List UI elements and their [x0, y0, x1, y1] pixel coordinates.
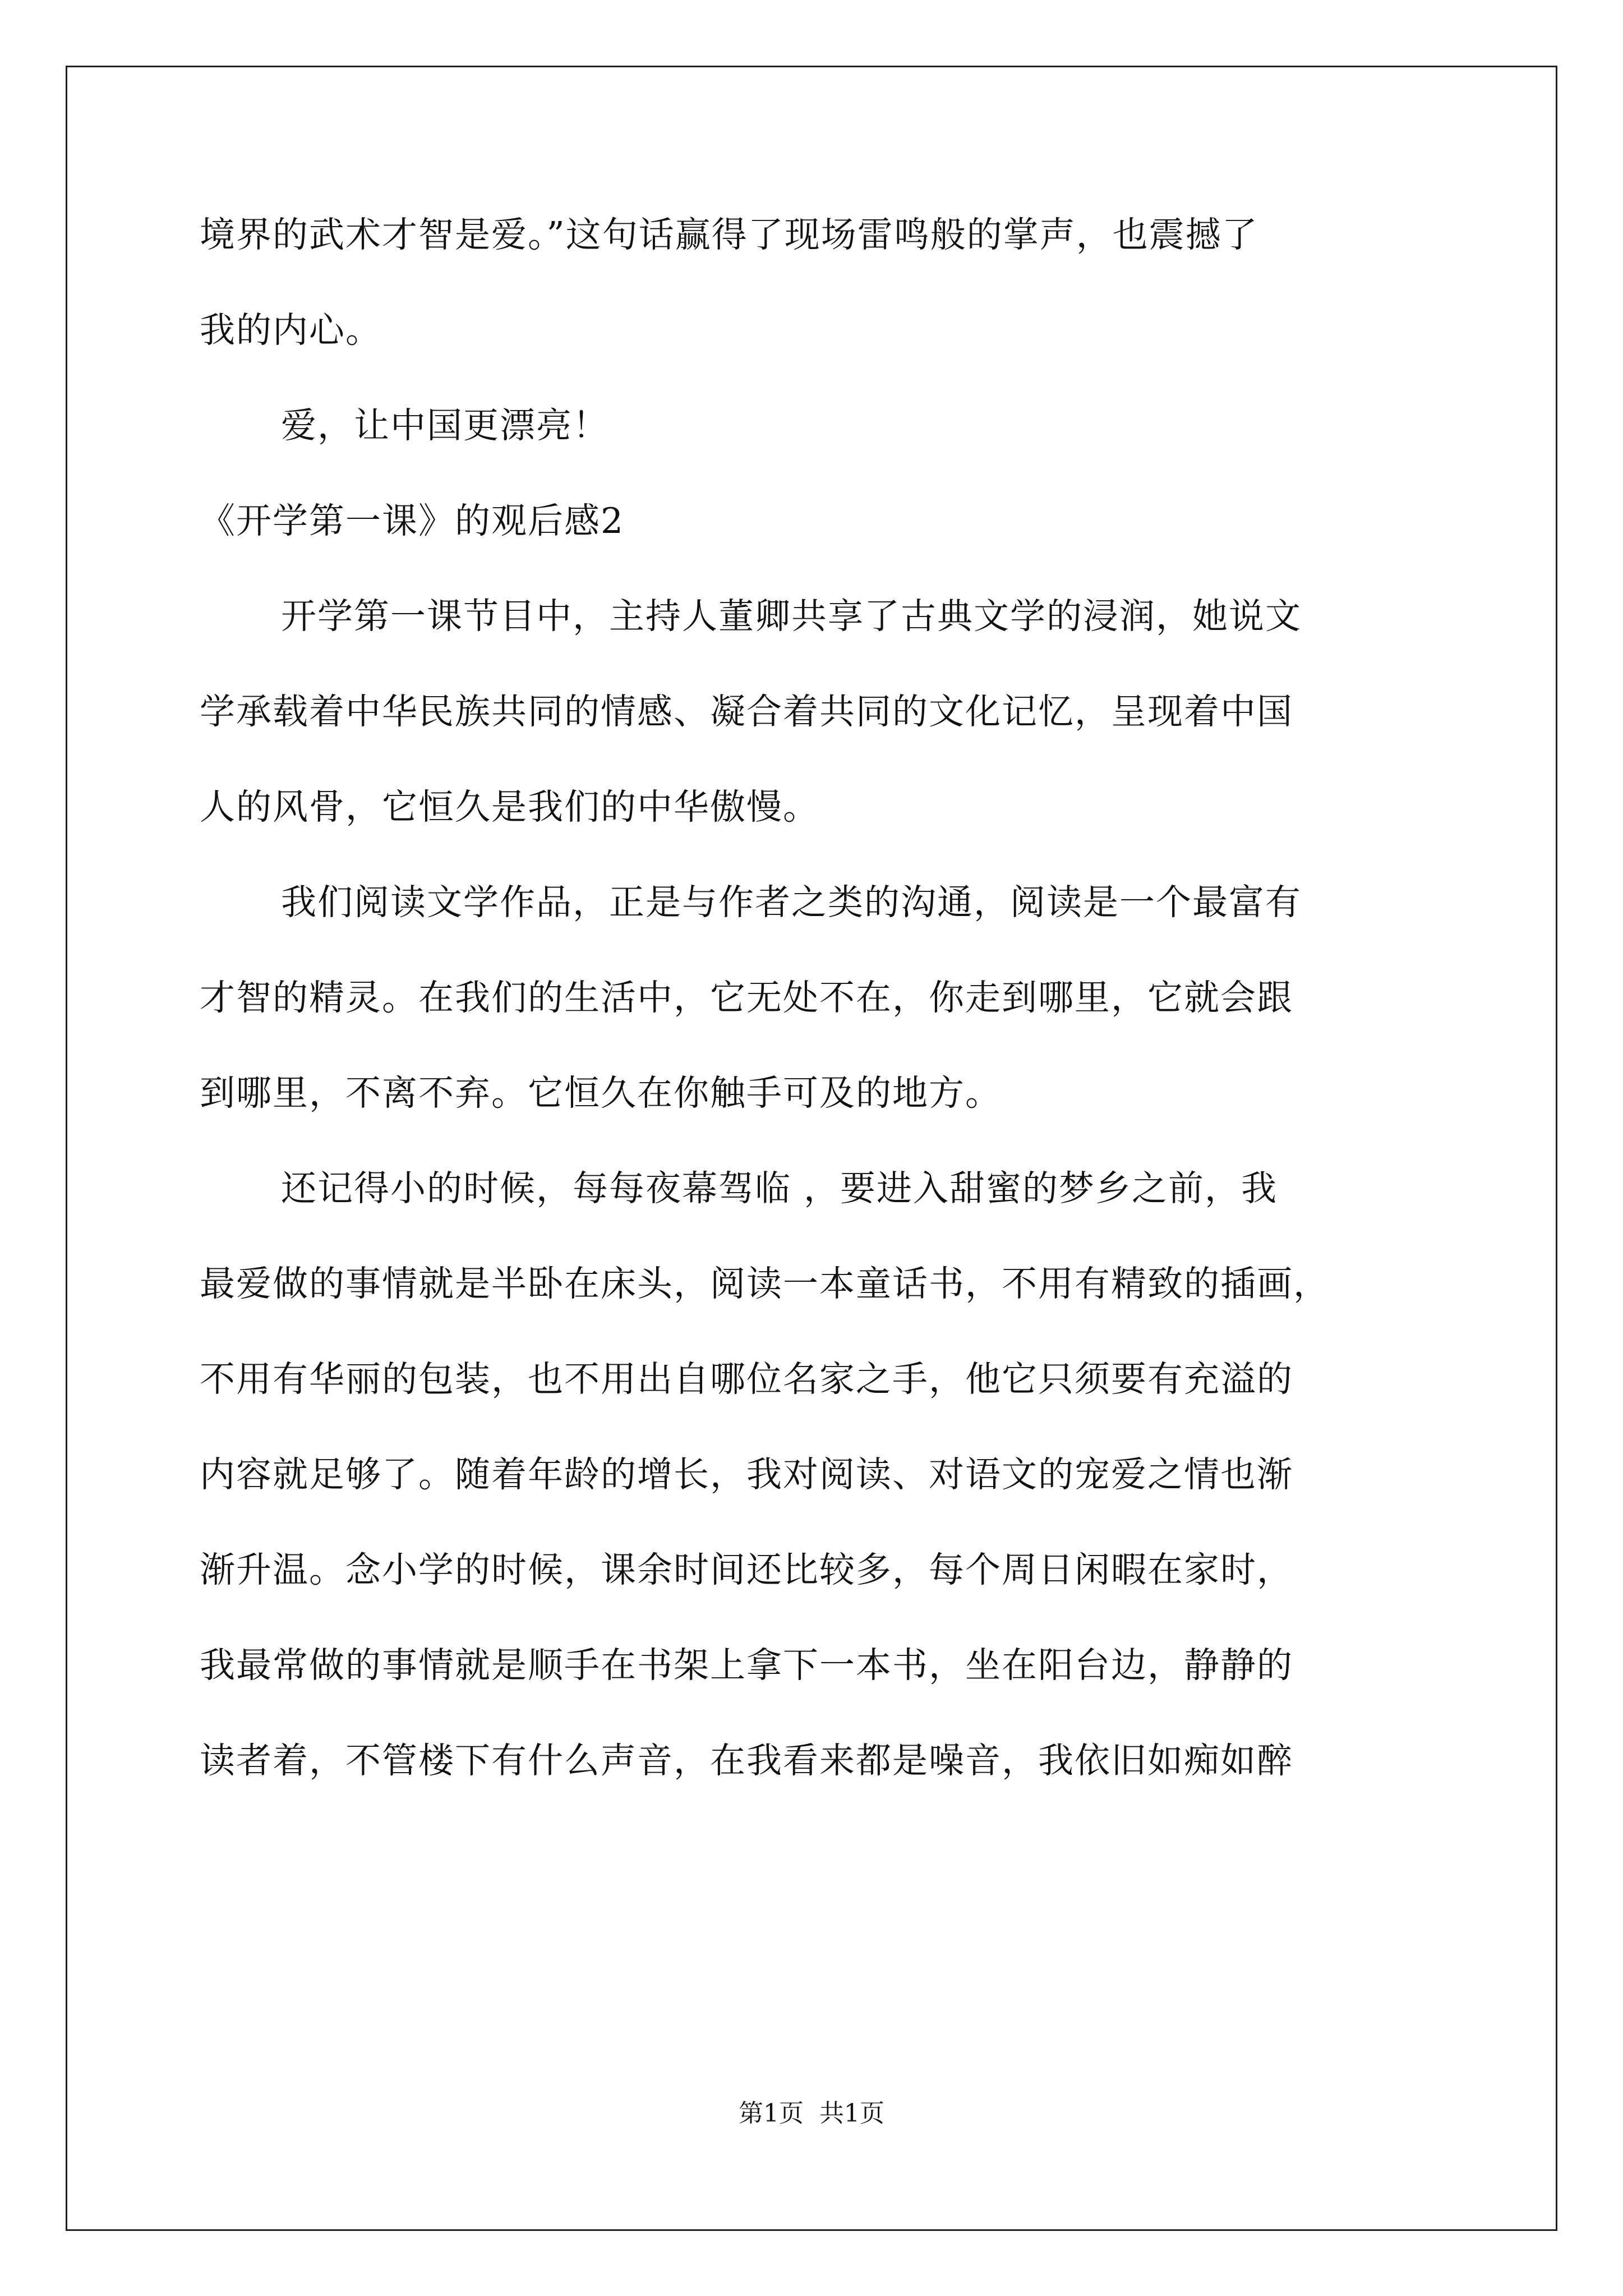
text-line-7: 人的风骨，它恒久是我们的中华傲慢。: [200, 786, 819, 827]
text-line-13: 不用有华丽的包装，也不用出自哪位名家之手，他它只须要有充溢的: [200, 1359, 1293, 1400]
page-footer: 第1页 共1页: [739, 2099, 884, 2128]
text-line-14: 内容就足够了。随着年龄的增长，我对阅读、对语文的宠爱之情也渐: [200, 1454, 1293, 1495]
text-line-9: 才智的精灵。在我们的生活中，它无处不在，你走到哪里，它就会跟: [200, 977, 1293, 1018]
text-line-1: 境界的武术才智是爱。”这句话赢得了现场雷鸣般的掌声，也震撼了: [200, 214, 1258, 255]
text-line-3: 爱，让中国更漂亮！: [281, 405, 609, 446]
text-line-11: 还记得小的时候，每每夜幕驾临 ，要进入甜蜜的梦乡之前，我: [281, 1168, 1278, 1209]
text-line-16: 我最常做的事情就是顺手在书架上拿下一本书，坐在阳台边，静静的: [200, 1645, 1293, 1686]
page-border: [66, 66, 1557, 2231]
text-line-17: 读者着，不管楼下有什么声音，在我看来都是噪音，我依旧如痴如醉: [200, 1740, 1293, 1781]
text-line-2: 我的内心。: [200, 310, 382, 351]
text-line-12: 最爱做的事情就是半卧在床头，阅读一本童话书，不用有精致的插画，: [200, 1263, 1330, 1304]
text-line-5: 开学第一课节目中，主持人董卿共享了古典文学的浸润，她说文: [281, 596, 1302, 637]
text-line-8: 我们阅读文学作品，正是与作者之类的沟通，阅读是一个最富有: [281, 882, 1302, 923]
text-line-6: 学承载着中华民族共同的情感、凝合着共同的文化记忆，呈现着中国: [200, 691, 1293, 732]
section-heading: 《开学第一课》的观后感2: [200, 500, 625, 541]
text-line-15: 渐升温。念小学的时候，课余时间还比较多，每个周日闲暇在家时，: [200, 1549, 1293, 1590]
text-line-10: 到哪里，不离不弃。它恒久在你触手可及的地方。: [200, 1073, 1002, 1114]
